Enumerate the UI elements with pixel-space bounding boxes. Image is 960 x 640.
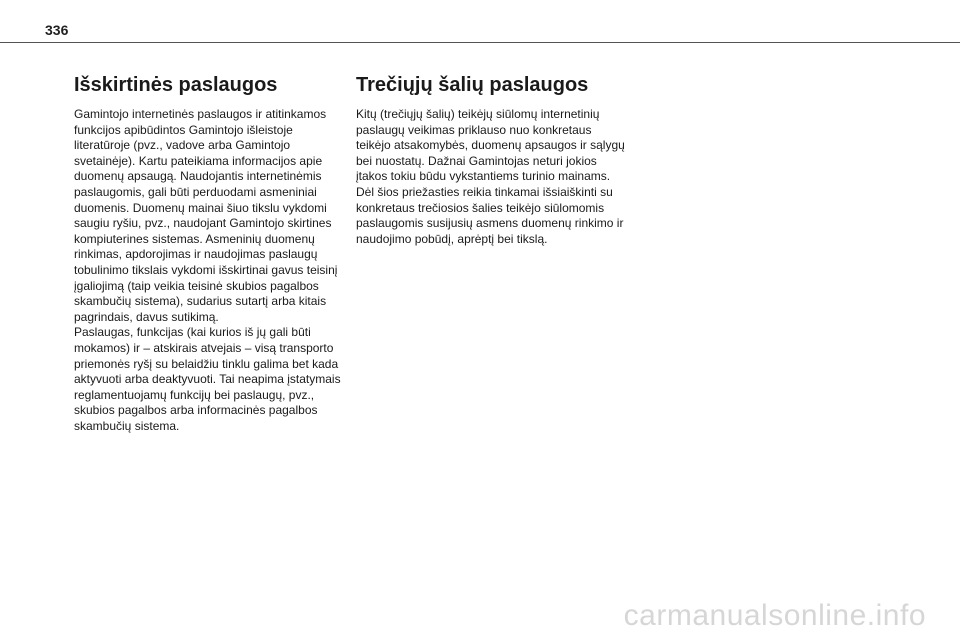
watermark: carmanualsonline.info xyxy=(623,599,926,632)
header-divider xyxy=(0,42,960,43)
paragraph: Gamintojo internetinės paslaugos ir atitinkamos funkcijos apibūdintos Gamintojo išleistoje literatūroje (pvz., vadove arba Gamintojo svetainėje). Kartu pateikiama informacijos apie duomenų apsaugą. Naudojantis internetinėmis paslaugomis, gali būti perduodami asmeniniai duomenis. Duomenų mainai šiuo tikslu vykdomi saugiu ryšiu, pvz., naudojant Gamintojo skirtines kompiuterines sistemas. Asmeninių duomenų rinkimas, apdorojimas ir naudojimas paslaugų tobulinimo tikslais vykdomi išskirtinai gavus teisinį įgaliojimą (taip veikia teisinė skubios pagalbos skambučių sistema), sudarius sutartį arba kitais pagrindais, davus sutikimą. xyxy=(74,107,338,324)
paragraph: Kitų (trečiųjų šalių) teikėjų siūlomų internetinių paslaugų veikimas priklauso nuo konkretaus teikėjo atsakomybės, duomenų apsaugos ir sąlygų bei nuostatų. Dažnai Gamintojas neturi jokios įtakos tokiu būdu vykstantiems turinio mainams. xyxy=(356,107,625,184)
right-column xyxy=(356,72,628,247)
section-title-exclusive-services: Išskirtinės paslaugos xyxy=(74,74,278,96)
paragraph: Dėl šios priežasties reikia tinkamai išsiaiškinti su konkretaus trečiosios šalies teikėjo siūlomomis paslaugomis susijusių asmens duomenų rinkimo ir naudojimo pobūdį, aprėptį bei tikslą. xyxy=(356,184,624,246)
page-number: 336 xyxy=(45,22,69,38)
paragraph: Paslaugas, funkcijas (kai kurios iš jų gali būti mokamos) ir – atskirais atvejais – visą transporto priemonės ryšį su belaidžiu tinklu galima bet kada aktyvuoti arba deaktyvuoti. Tai neapima įstatymais reglamentuojamų funkcijų bei paslaugų, pvz., skubios pagalbos arba informacinės pagalbos skambučių sistema. xyxy=(74,325,341,433)
left-column-body xyxy=(74,107,346,434)
section-title-third-party-services: Trečiųjų šalių paslaugos xyxy=(356,74,589,96)
right-column-body xyxy=(356,107,628,247)
left-column xyxy=(74,72,346,434)
